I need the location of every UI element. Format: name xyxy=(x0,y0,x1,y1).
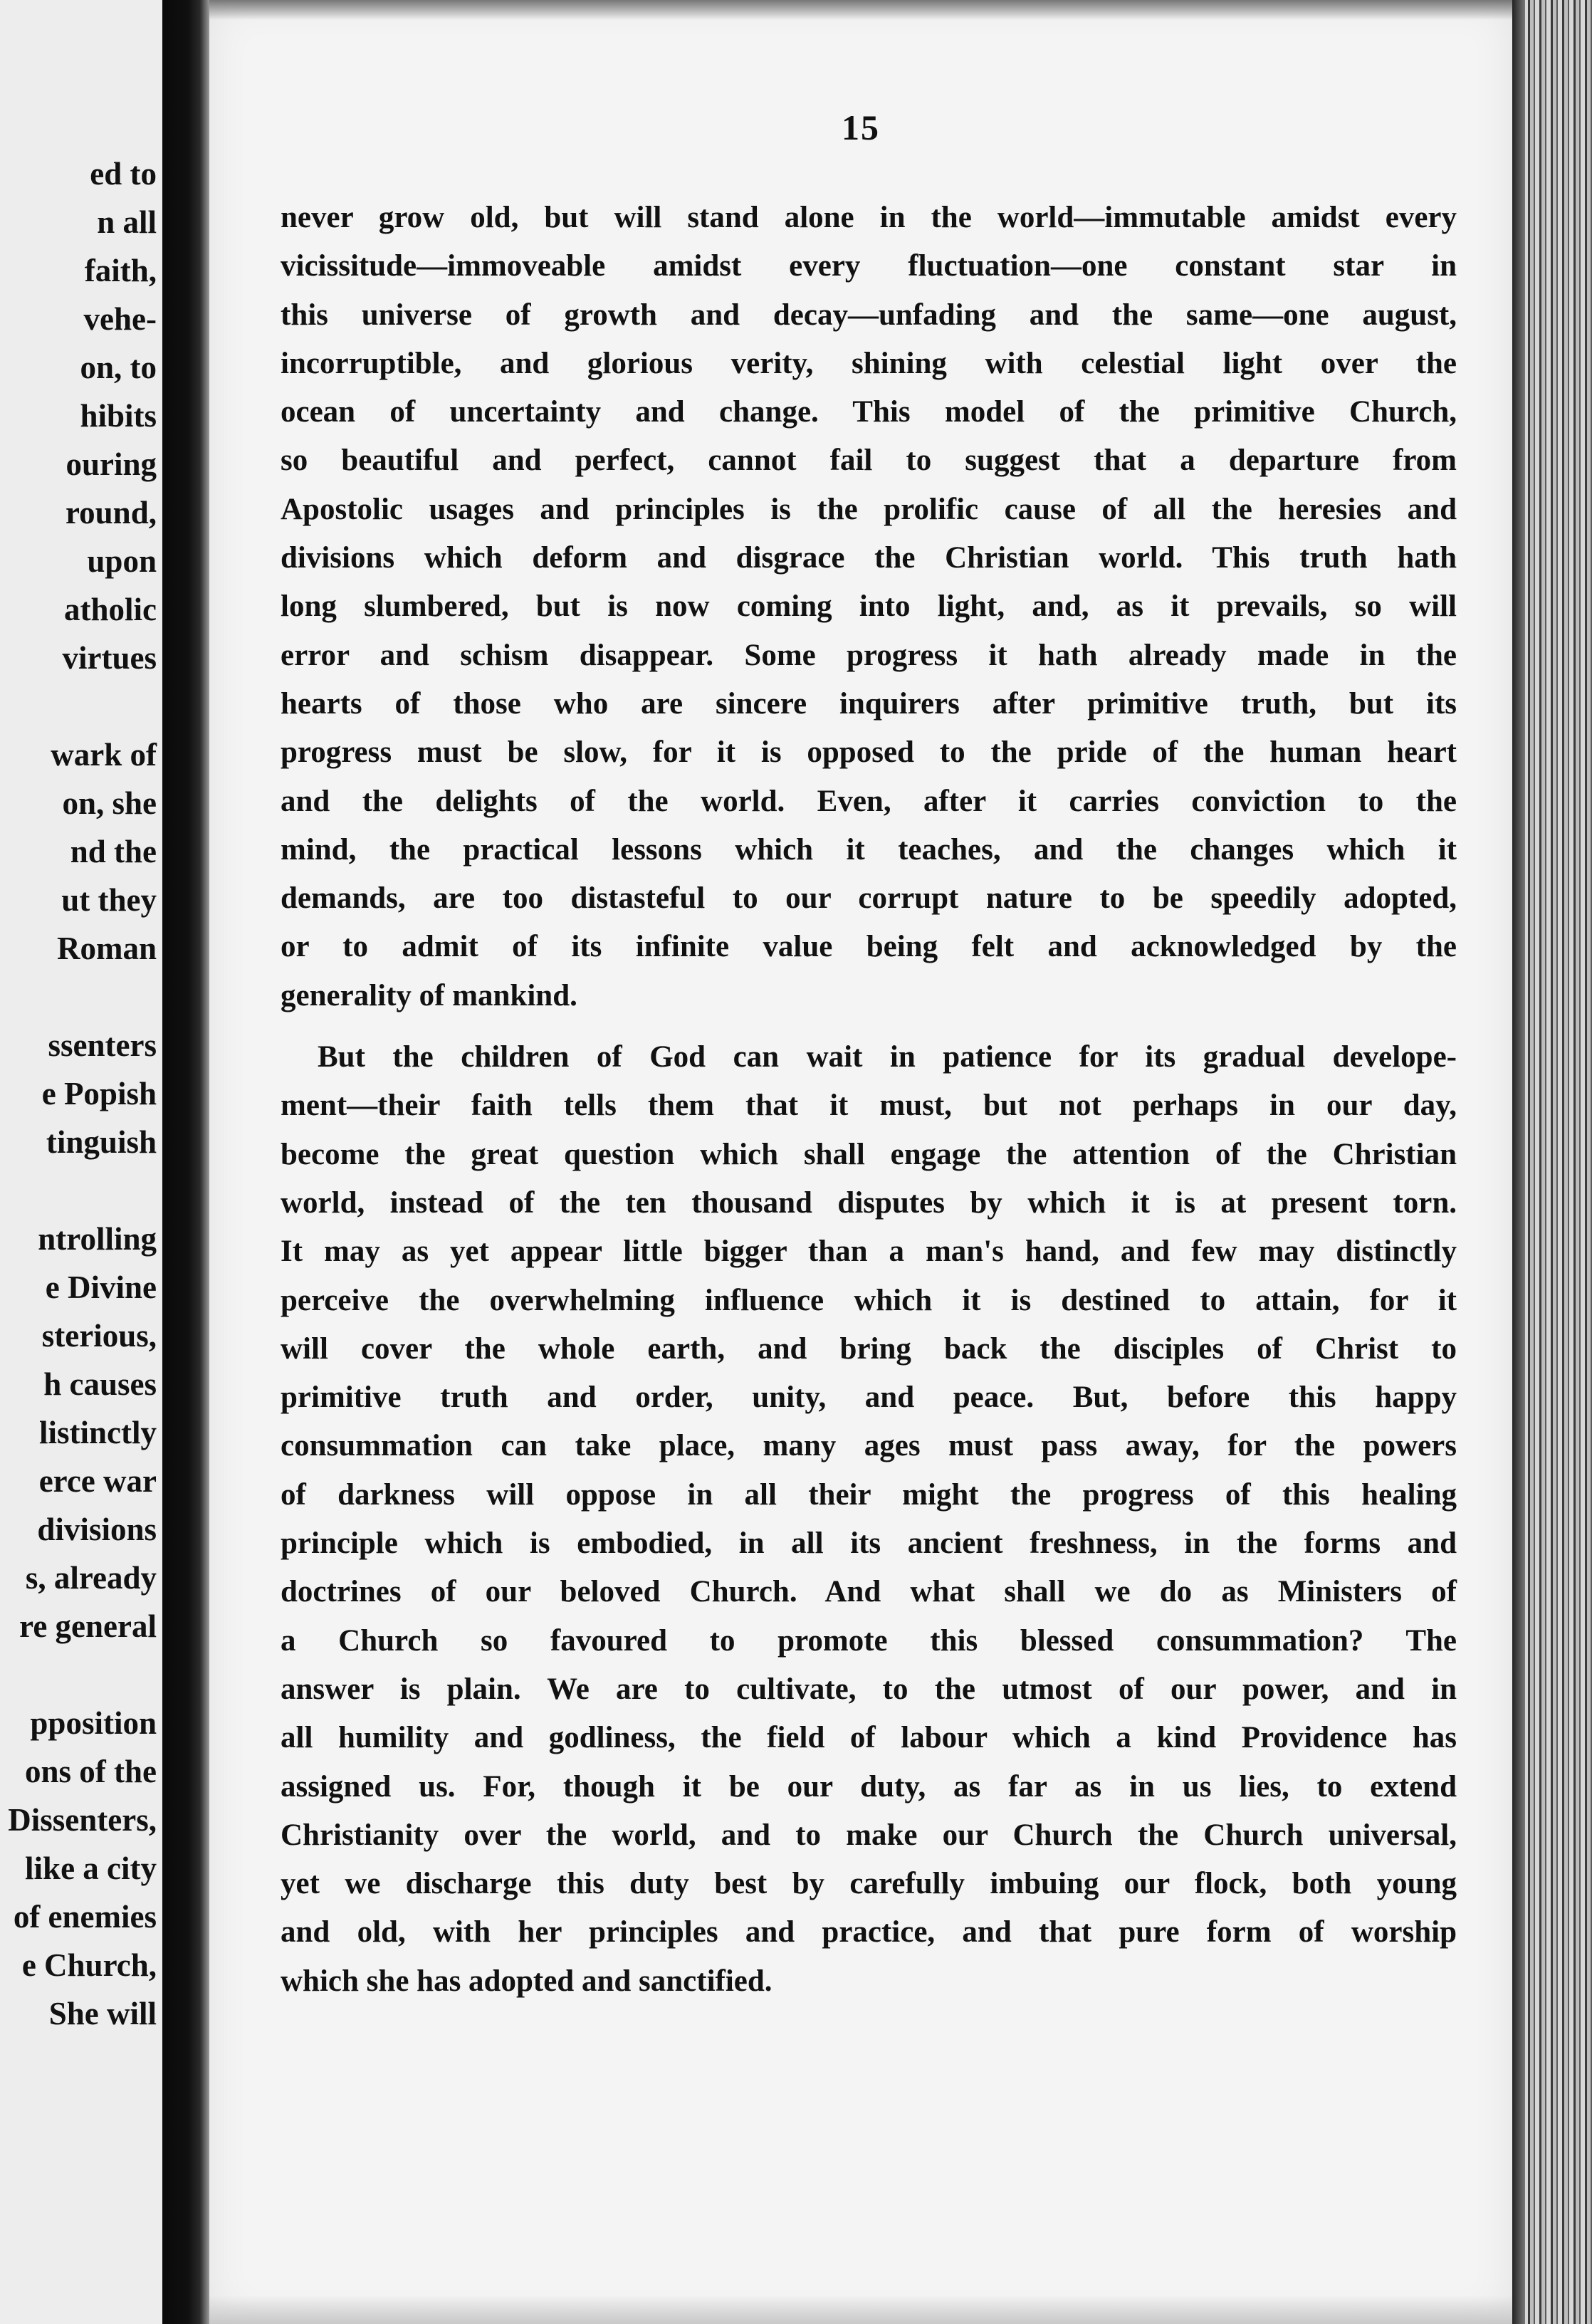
text-line: Christianity over the world, and to make our Church the Church universal, xyxy=(281,1818,1457,1852)
text-line: or to admit of its infinite value being felt and acknowledged by the xyxy=(281,930,1457,964)
left-page-line: on, to xyxy=(80,350,157,385)
text-line: error and schism disappear. Some progress it hath already made in the xyxy=(281,638,1457,672)
text-line: assigned us. For, though it be our duty, as far as in us lies, to extend xyxy=(281,1769,1457,1804)
left-page-line: on, she xyxy=(62,785,157,821)
text-line: this universe of growth and decay—unfading and the same—one august, xyxy=(281,298,1457,332)
left-page-line: Roman xyxy=(56,931,157,966)
left-page-line: like a city xyxy=(25,1851,157,1886)
text-line: incorruptible, and glorious verity, shining with celestial light over the xyxy=(281,346,1457,380)
left-page-line: round, xyxy=(66,495,157,530)
text-line: ocean of uncertainty and change. This model of the primitive Church, xyxy=(281,395,1457,429)
text-line: perceive the overwhelming influence which it is destined to attain, for it xyxy=(281,1283,1457,1317)
left-page-line: Dissenters, xyxy=(8,1802,157,1838)
left-page-line: e Divine xyxy=(45,1270,157,1305)
body-text xyxy=(281,194,1457,2006)
left-page-line: h causes xyxy=(43,1366,157,1402)
left-page-line xyxy=(0,973,157,1021)
text-line: yet we discharge this duty best by carefully imbuing our flock, both young xyxy=(281,1867,1457,1901)
left-page-line: wark of xyxy=(51,737,157,773)
left-page-line: atholic xyxy=(64,592,157,627)
text-line: become the great question which shall engage the attention of the Christian xyxy=(281,1137,1457,1171)
left-page-line: n all xyxy=(97,204,157,240)
text-line: answer is plain. We are to cultivate, to the utmost of our power, and in xyxy=(281,1672,1457,1706)
left-page-line: nd the xyxy=(70,834,157,869)
left-page-line: ouring xyxy=(66,446,157,482)
text-line: It may as yet appear little bigger than a man's hand, and few may distinctly xyxy=(281,1235,1457,1269)
text-line: and the delights of the world. Even, after it carries conviction to the xyxy=(281,784,1457,818)
left-page-line xyxy=(0,1166,157,1215)
page-stack-edge xyxy=(1512,0,1592,2324)
book-gutter xyxy=(162,0,209,2324)
text-line: primitive truth and order, unity, and peace. But, before this happy xyxy=(281,1381,1457,1415)
text-line: doctrines of our beloved Church. And what shall we do as Ministers of xyxy=(281,1575,1457,1609)
left-page-line: sterious, xyxy=(41,1318,157,1354)
text-line: long slumbered, but is now coming into light, and, as it prevails, so will xyxy=(281,590,1457,624)
text-line: vicissitude—immoveable amidst every fluctuation—one constant star in xyxy=(281,249,1457,283)
text-line: mind, the practical lessons which it teaches, and the changes which it xyxy=(281,832,1457,867)
left-page-line: upon xyxy=(87,543,157,579)
left-page-line: hibits xyxy=(80,398,157,434)
text-line: Apostolic usages and principles is the prolific cause of all the heresies and xyxy=(281,492,1457,526)
left-page-line: erce war xyxy=(38,1463,157,1499)
text-line: which she has adopted and sanctified. xyxy=(281,1964,773,1998)
left-page-line: ed to xyxy=(90,156,157,192)
text-line: all humility and godliness, the field of labour which a kind Providence has xyxy=(281,1721,1457,1755)
text-line: generality of mankind. xyxy=(281,978,577,1012)
left-page-line: tinguish xyxy=(46,1124,157,1160)
left-page-line: re general xyxy=(19,1608,157,1644)
text-line: principle which is embodied, in all its ancient freshness, in the forms and xyxy=(281,1527,1457,1561)
left-page-line: e Popish xyxy=(41,1076,157,1111)
left-page-line xyxy=(0,1650,157,1699)
left-page-line xyxy=(0,682,157,731)
left-page-line: divisions xyxy=(37,1512,157,1547)
text-line: never grow old, but will stand alone in the world—immutable amidst every xyxy=(281,201,1457,234)
left-page-line: She will xyxy=(48,1996,157,2031)
paragraph-gap xyxy=(281,1020,1457,1033)
left-page-line: vehe- xyxy=(83,301,157,337)
text-line: consummation can take place, many ages must pass away, for the powers xyxy=(281,1429,1457,1463)
top-shadow xyxy=(209,0,1512,20)
left-page-line: of enemies xyxy=(13,1899,157,1935)
text-line: of darkness will oppose in all their might the progress of this healing xyxy=(281,1477,1457,1512)
left-page-line: s, already xyxy=(25,1560,157,1596)
text-line: But the children of God can wait in patience for its gradual develope- xyxy=(318,1040,1457,1074)
text-line: will cover the whole earth, and bring back the disciples of Christ to xyxy=(281,1331,1457,1366)
left-page-line: ut they xyxy=(61,882,157,918)
text-line: ment—their faith tells them that it must, but not perhaps in our day, xyxy=(281,1089,1457,1123)
text-line: demands, are too distasteful to our corrupt nature to be speedily adopted, xyxy=(281,881,1457,916)
left-page-text xyxy=(0,150,157,2038)
text-line: a Church so favoured to promote this blessed consummation? The xyxy=(281,1623,1457,1658)
text-line: divisions which deform and disgrace the Christian world. This truth hath xyxy=(281,541,1457,575)
paragraph xyxy=(281,194,1457,1020)
left-page-line: virtues xyxy=(62,640,157,676)
left-page-line: ntrolling xyxy=(38,1221,157,1257)
text-line: so beautiful and perfect, cannot fail to suggest that a departure from xyxy=(281,444,1457,478)
right-page xyxy=(209,0,1512,2324)
text-line: hearts of those who are sincere inquirers after primitive truth, but its xyxy=(281,686,1457,721)
left-page-line: listinctly xyxy=(39,1415,157,1450)
left-page-line: pposition xyxy=(30,1705,157,1741)
left-page-fragment xyxy=(0,0,162,2324)
left-page-line: e Church, xyxy=(21,1947,157,1983)
left-page-line: ssenters xyxy=(48,1027,157,1063)
bottom-edge xyxy=(209,2296,1512,2324)
left-page-line: faith, xyxy=(84,253,157,288)
left-page-line: ons of the xyxy=(24,1754,157,1789)
page-number: 15 xyxy=(842,108,880,147)
text-line: progress must be slow, for it is opposed to the pride of the human heart xyxy=(281,736,1457,770)
text-line: and old, with her principles and practice, and that pure form of worship xyxy=(281,1915,1457,1949)
paragraph xyxy=(281,1033,1457,2006)
text-line: world, instead of the ten thousand disputes by which it is at present torn. xyxy=(281,1185,1457,1220)
